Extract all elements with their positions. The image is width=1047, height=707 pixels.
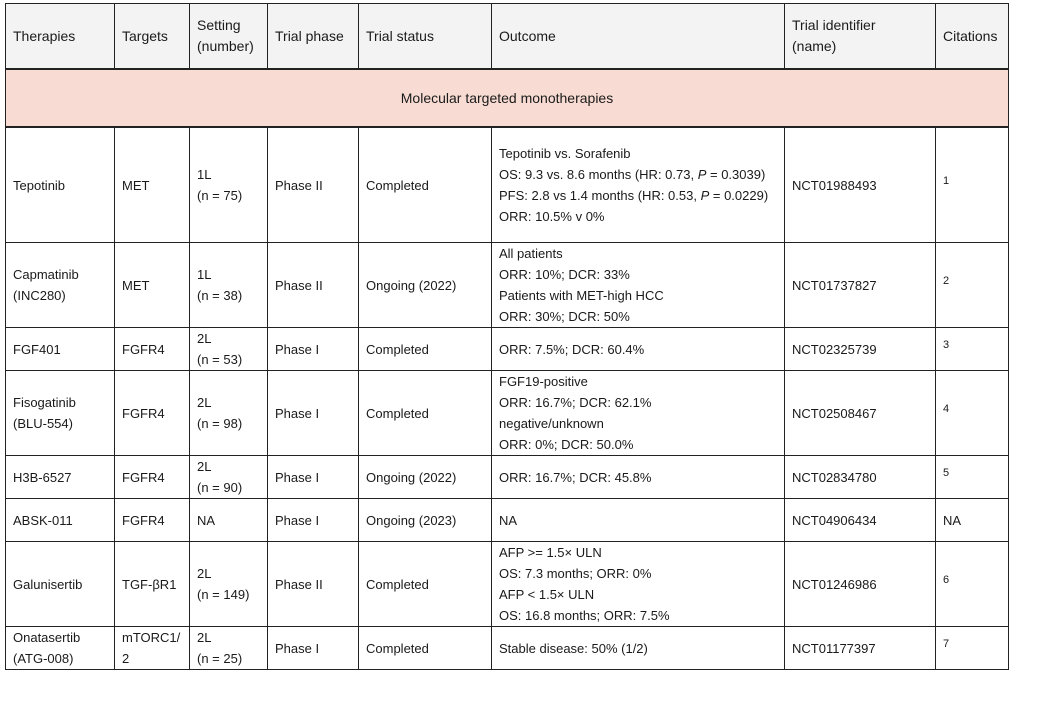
outcome-cell	[492, 243, 785, 328]
target-cell	[115, 499, 190, 542]
table-row	[6, 542, 1009, 627]
citation-cell	[936, 243, 1009, 328]
identifier-cell: NCT02325739	[785, 328, 936, 371]
trials-table	[5, 3, 1009, 670]
phase-cell: Phase I	[268, 371, 359, 456]
header-targets: Targets	[115, 4, 190, 70]
outcome-line	[499, 339, 777, 360]
setting-cell	[190, 499, 268, 542]
header-row	[6, 4, 1009, 70]
phase-cell: Phase I	[268, 499, 359, 542]
therapy-cell-line: ABSK-011	[13, 512, 73, 528]
therapy-cell	[6, 243, 115, 328]
therapy-cell	[6, 456, 115, 499]
phase-cell: Phase II	[268, 542, 359, 627]
setting-cell-line: (n = 90)	[197, 480, 243, 495]
phase-cell: Phase I	[268, 627, 359, 670]
therapy-cell-line: Tepotinib	[13, 177, 66, 193]
outcome-cell	[492, 542, 785, 627]
p-value-symbol: P	[697, 167, 707, 182]
therapy-cell	[6, 127, 115, 243]
setting-cell-line: (n = 98)	[197, 416, 243, 431]
identifier-cell: NCT02508467	[785, 371, 936, 456]
outcome-line	[499, 143, 777, 164]
citation-ref: 6	[943, 573, 950, 586]
citation-cell	[936, 627, 1009, 670]
citation-cell	[936, 542, 1009, 627]
outcome-text: = 0.3039)	[706, 167, 766, 182]
therapy-cell-line: Fisogatinib	[13, 395, 76, 410]
therapy-cell	[6, 371, 115, 456]
outcome-text: ORR: 10%; DCR: 33%	[499, 267, 630, 282]
outcome-text: AFP >= 1.5× ULN	[499, 545, 602, 560]
outcome-line	[499, 285, 777, 306]
target-cell-line: TGF-βR1	[122, 576, 177, 592]
target-cell-line: MET	[122, 177, 150, 193]
therapy-cell-line: (INC280)	[13, 288, 66, 303]
outcome-line	[499, 371, 777, 392]
status-cell: Completed	[359, 127, 492, 243]
target-cell-line: FGFR4	[122, 469, 165, 485]
status-cell: Completed	[359, 371, 492, 456]
outcome-text: NA	[499, 512, 518, 528]
phase-cell: Phase I	[268, 328, 359, 371]
outcome-cell	[492, 627, 785, 670]
setting-cell-line: (n = 38)	[197, 288, 243, 303]
identifier-cell: NCT01246986	[785, 542, 936, 627]
therapy-cell-line: Galunisertib	[13, 576, 83, 592]
status-cell: Ongoing (2022)	[359, 243, 492, 328]
outcome-line	[499, 264, 777, 285]
identifier-cell: NCT01177397	[785, 627, 936, 670]
outcome-text: ORR: 10.5% v 0%	[499, 209, 605, 224]
status-cell: Completed	[359, 542, 492, 627]
status-cell: Completed	[359, 627, 492, 670]
header-setting-line: Setting	[197, 17, 241, 33]
outcome-text: OS: 7.3 months; ORR: 0%	[499, 566, 652, 581]
therapy-cell-line: H3B-6527	[13, 469, 72, 485]
target-cell-line: 2	[122, 651, 130, 666]
outcome-text: OS: 9.3 vs. 8.6 months (HR: 0.73,	[499, 167, 698, 182]
citation-ref: 4	[943, 402, 950, 415]
target-cell	[115, 371, 190, 456]
target-cell-line: FGFR4	[122, 405, 165, 421]
citation-ref: 3	[943, 338, 950, 351]
outcome-line	[499, 434, 777, 455]
therapy-cell-line: Capmatinib	[13, 267, 79, 282]
table-row	[6, 456, 1009, 499]
outcome-cell	[492, 499, 785, 542]
therapy-cell-line: (ATG-008)	[13, 651, 74, 666]
target-cell	[115, 127, 190, 243]
outcome-line	[499, 510, 777, 531]
therapy-cell	[6, 499, 115, 542]
setting-cell	[190, 328, 268, 371]
setting-cell-line: (n = 53)	[197, 352, 243, 367]
setting-cell	[190, 542, 268, 627]
outcome-line	[499, 243, 777, 264]
section-row	[6, 69, 1009, 127]
outcome-text: PFS: 2.8 vs 1.4 months (HR: 0.53,	[499, 188, 701, 203]
identifier-cell: NCT02834780	[785, 456, 936, 499]
target-cell	[115, 456, 190, 499]
table-row	[6, 127, 1009, 243]
setting-cell-line: 2L	[197, 459, 212, 474]
identifier-cell: NCT01737827	[785, 243, 936, 328]
therapy-cell	[6, 627, 115, 670]
target-cell	[115, 243, 190, 328]
outcome-text: All patients	[499, 246, 563, 261]
setting-cell-line: (n = 25)	[197, 651, 243, 666]
outcome-line	[499, 584, 777, 605]
p-value-symbol: P	[700, 188, 710, 203]
citation-ref: 7	[943, 637, 950, 650]
target-cell	[115, 328, 190, 371]
therapy-cell	[6, 542, 115, 627]
outcome-line	[499, 605, 777, 626]
outcome-cell	[492, 456, 785, 499]
outcome-text: = 0.0229)	[709, 188, 769, 203]
outcome-text: Patients with MET-high HCC	[499, 288, 664, 303]
citation-cell	[936, 328, 1009, 371]
outcome-line	[499, 164, 777, 185]
outcome-line	[499, 206, 777, 227]
setting-cell	[190, 371, 268, 456]
status-cell: Ongoing (2023)	[359, 499, 492, 542]
outcome-text: ORR: 16.7%; DCR: 45.8%	[499, 469, 652, 485]
setting-cell-line: 2L	[197, 630, 212, 645]
outcome-line	[499, 185, 777, 206]
setting-cell-line: (n = 75)	[197, 188, 243, 203]
setting-cell	[190, 243, 268, 328]
table-row	[6, 328, 1009, 371]
outcome-text: FGF19-positive	[499, 374, 588, 389]
header-trial-status: Trial status	[359, 4, 492, 70]
setting-cell-line: 1L	[197, 167, 212, 182]
target-cell-line: FGFR4	[122, 512, 165, 528]
table-row	[6, 627, 1009, 670]
target-cell	[115, 542, 190, 627]
outcome-line	[499, 563, 777, 584]
therapy-cell-line: Onatasertib	[13, 630, 81, 645]
outcome-line	[499, 638, 777, 659]
outcome-text: ORR: 30%; DCR: 50%	[499, 309, 630, 324]
phase-cell: Phase II	[268, 127, 359, 243]
setting-cell-line: NA	[197, 512, 216, 528]
setting-cell	[190, 627, 268, 670]
target-cell-line: mTORC1/	[122, 630, 181, 645]
outcome-text: ORR: 0%; DCR: 50.0%	[499, 437, 634, 452]
phase-cell: Phase II	[268, 243, 359, 328]
header-identifier-line: Trial identifier	[792, 17, 876, 33]
header-trial-identifier	[785, 4, 936, 70]
target-cell	[115, 627, 190, 670]
setting-cell	[190, 456, 268, 499]
phase-cell: Phase I	[268, 456, 359, 499]
setting-cell	[190, 127, 268, 243]
outcome-line	[499, 306, 777, 327]
header-citations: Citations	[936, 4, 1009, 70]
status-cell: Ongoing (2022)	[359, 456, 492, 499]
header-identifier-line: (name)	[792, 38, 837, 54]
header-therapies: Therapies	[6, 4, 115, 70]
outcome-line	[499, 542, 777, 563]
outcome-text: OS: 16.8 months; ORR: 7.5%	[499, 608, 670, 623]
target-cell-line: FGFR4	[122, 341, 165, 357]
setting-cell-line: 2L	[197, 566, 212, 581]
setting-cell-line: (n = 149)	[197, 587, 250, 602]
citation-ref: 1	[943, 174, 950, 187]
section-title: Molecular targeted monotherapies	[6, 69, 1009, 127]
header-setting	[190, 4, 268, 70]
setting-cell-line: 2L	[197, 331, 212, 346]
citation-cell	[936, 456, 1009, 499]
outcome-text: ORR: 7.5%; DCR: 60.4%	[499, 341, 645, 357]
therapy-cell	[6, 328, 115, 371]
citation-ref: 2	[943, 274, 950, 287]
outcome-text: ORR: 16.7%; DCR: 62.1%	[499, 395, 652, 410]
outcome-cell	[492, 328, 785, 371]
setting-cell-line: 2L	[197, 395, 212, 410]
outcome-line	[499, 392, 777, 413]
identifier-cell: NCT04906434	[785, 499, 936, 542]
table-row	[6, 371, 1009, 456]
outcome-line	[499, 467, 777, 488]
outcome-text: AFP < 1.5× ULN	[499, 587, 595, 602]
identifier-cell: NCT01988493	[785, 127, 936, 243]
citation-cell	[936, 127, 1009, 243]
outcome-text: Stable disease: 50% (1/2)	[499, 640, 648, 656]
outcome-line	[499, 413, 777, 434]
table-row	[6, 243, 1009, 328]
therapy-cell-line: FGF401	[13, 341, 61, 357]
citation-cell	[936, 499, 1009, 542]
table-row	[6, 499, 1009, 542]
outcome-cell	[492, 371, 785, 456]
citation-ref: NA	[943, 512, 962, 528]
header-outcome: Outcome	[492, 4, 785, 70]
status-cell: Completed	[359, 328, 492, 371]
target-cell-line: MET	[122, 277, 150, 293]
citation-cell	[936, 371, 1009, 456]
outcome-text: negative/unknown	[499, 416, 604, 431]
header-setting-line: (number)	[197, 38, 254, 54]
therapy-cell-line: (BLU-554)	[13, 416, 73, 431]
citation-ref: 5	[943, 466, 950, 479]
setting-cell-line: 1L	[197, 267, 212, 282]
outcome-cell	[492, 127, 785, 243]
outcome-text: Tepotinib vs. Sorafenib	[499, 146, 631, 161]
header-trial-phase: Trial phase	[268, 4, 359, 70]
